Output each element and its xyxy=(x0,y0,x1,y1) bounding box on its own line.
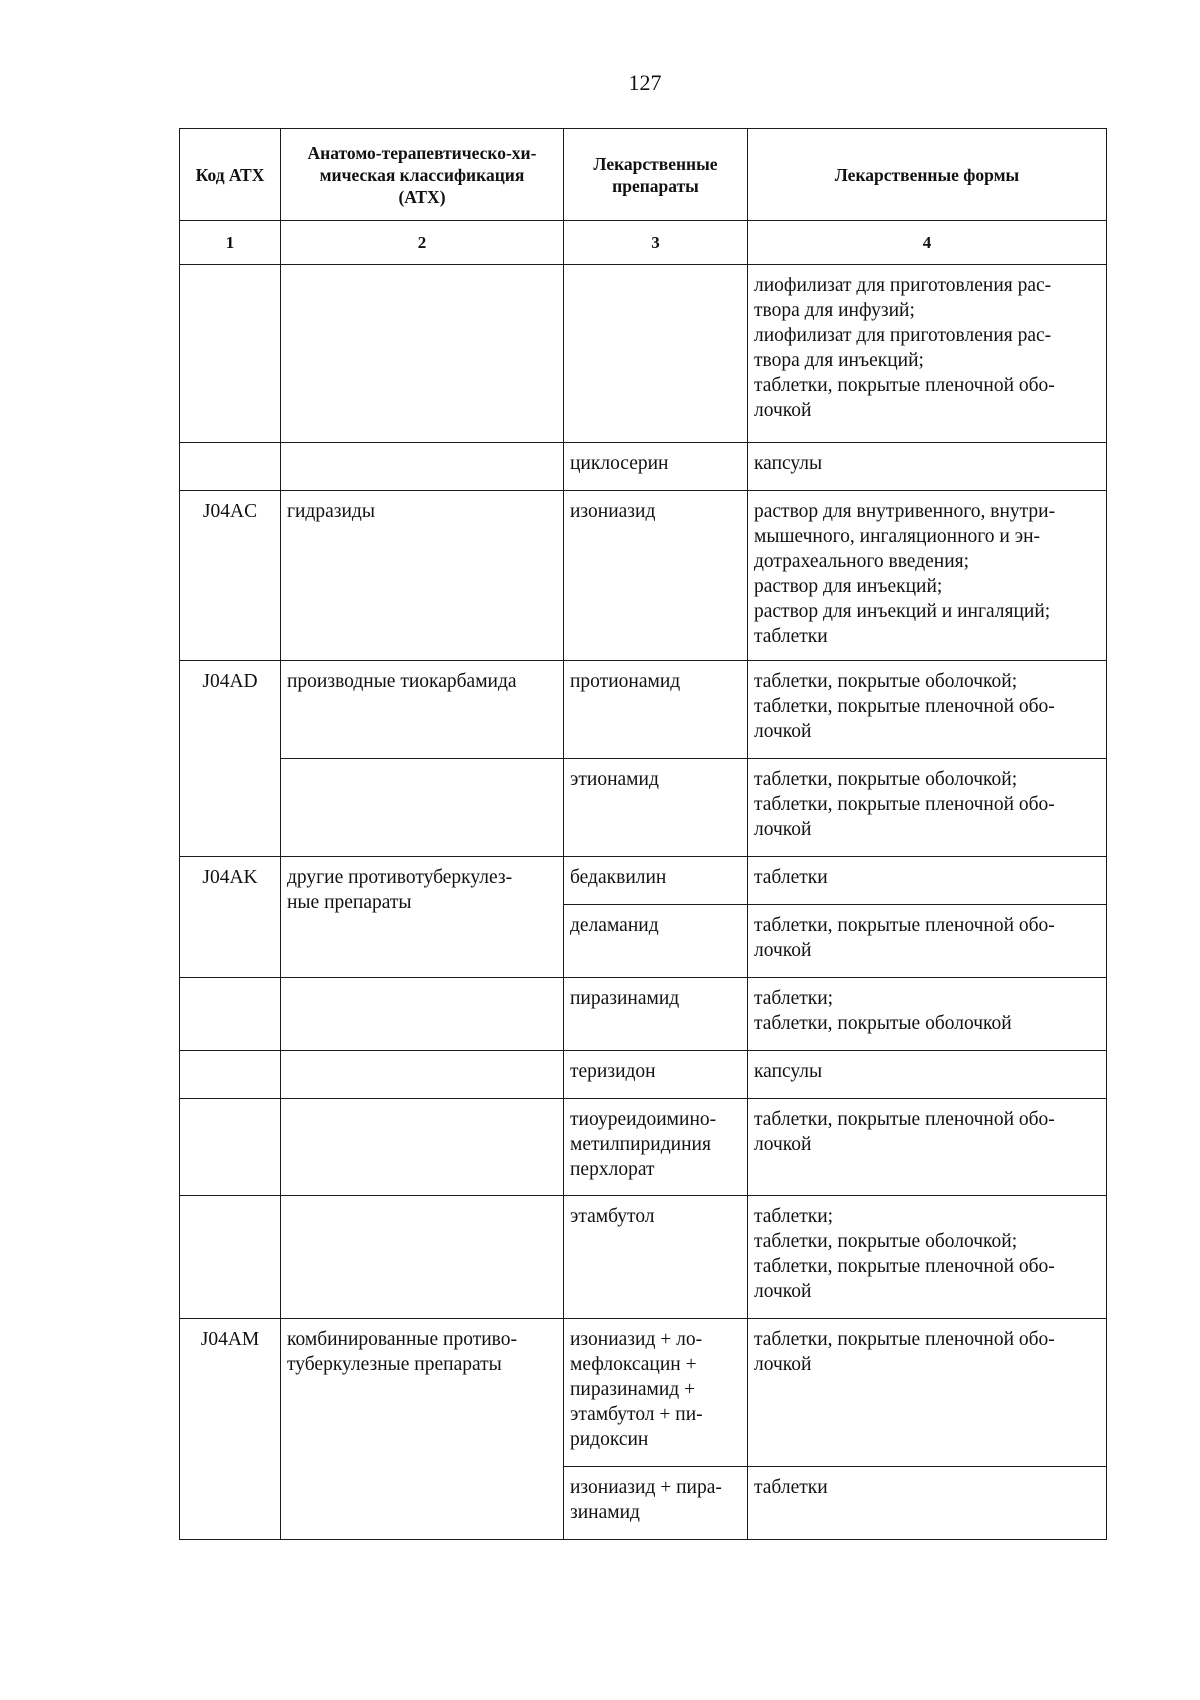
atx-code-cell: J04AC xyxy=(180,491,281,661)
table-row xyxy=(180,978,1107,1051)
drug-cell: бедаквилин xyxy=(564,857,748,905)
classification-cell xyxy=(281,443,564,491)
classification-cell xyxy=(281,1196,564,1319)
classification-cell xyxy=(281,759,564,857)
atx-code-cell xyxy=(180,265,281,443)
column-number: 3 xyxy=(564,221,748,265)
header-dosage-forms: Лекарственные формы xyxy=(748,129,1107,221)
drug-cell: изониазид + ло- мефлоксацин + пиразинамид + этамбутол + пи- ридоксин xyxy=(564,1319,748,1467)
drug-cell: циклосерин xyxy=(564,443,748,491)
drug-cell: изониазид + пира- зинамид xyxy=(564,1467,748,1540)
dosage-forms-cell: таблетки xyxy=(748,857,1107,905)
atx-code-cell xyxy=(180,1196,281,1319)
header-atx-classification: Анатомо-терапевтическо-хи- мическая классификация (АТХ) xyxy=(281,129,564,221)
dosage-forms-cell: таблетки, покрытые пленочной обо- лочкой xyxy=(748,1319,1107,1467)
drug-cell: этионамид xyxy=(564,759,748,857)
drug-cell: деламанид xyxy=(564,905,748,978)
classification-cell: производные тиокарбамида xyxy=(281,661,564,759)
atx-drug-table xyxy=(179,128,1107,1540)
atx-code-cell: J04AM xyxy=(180,1319,281,1540)
dosage-forms-cell: таблетки; таблетки, покрытые оболочкой; таблетки, покрытые пленочной обо- лочкой xyxy=(748,1196,1107,1319)
table-row xyxy=(180,1319,1107,1467)
dosage-forms-cell: таблетки; таблетки, покрытые оболочкой xyxy=(748,978,1107,1051)
dosage-forms-cell: раствор для внутривенного, внутри- мышечного, ингаляционного и эн- дотрахеального введения; раствор для инъекций; раствор для инъекций и ингаляций; таблетки xyxy=(748,491,1107,661)
classification-cell: другие противотуберкулез- ные препараты xyxy=(281,857,564,978)
drug-cell: пиразинамид xyxy=(564,978,748,1051)
dosage-forms-cell: капсулы xyxy=(748,443,1107,491)
dosage-forms-cell: капсулы xyxy=(748,1051,1107,1099)
drug-cell: тиоуреидоимино- метилпиридиния перхлорат xyxy=(564,1099,748,1196)
classification-cell xyxy=(281,978,564,1051)
dosage-forms-cell: таблетки, покрытые оболочкой; таблетки, покрытые пленочной обо- лочкой xyxy=(748,759,1107,857)
column-number: 1 xyxy=(180,221,281,265)
table-row xyxy=(180,759,1107,857)
table-row xyxy=(180,1099,1107,1196)
atx-code-cell xyxy=(180,1051,281,1099)
drug-cell: этамбутол xyxy=(564,1196,748,1319)
atx-code-cell xyxy=(180,1099,281,1196)
dosage-forms-cell: таблетки, покрытые оболочкой; таблетки, покрытые пленочной обо- лочкой xyxy=(748,661,1107,759)
header-drugs: Лекарственные препараты xyxy=(564,129,748,221)
classification-cell: гидразиды xyxy=(281,491,564,661)
page-number: 127 xyxy=(628,70,662,95)
classification-cell xyxy=(281,1099,564,1196)
classification-cell xyxy=(281,1051,564,1099)
table-row xyxy=(180,661,1107,759)
header-atx-code: Код АТХ xyxy=(180,129,281,221)
drug-cell: изониазид xyxy=(564,491,748,661)
dosage-forms-cell: лиофилизат для приготовления рас- твора для инфузий; лиофилизат для приготовления рас- твора для инъекций; таблетки, покрытые пленочной обо- лочкой xyxy=(748,265,1107,443)
table-row xyxy=(180,1051,1107,1099)
column-number: 2 xyxy=(281,221,564,265)
dosage-forms-cell: таблетки, покрытые пленочной обо- лочкой xyxy=(748,905,1107,978)
table-row xyxy=(180,857,1107,905)
table-row xyxy=(180,443,1107,491)
atx-code-cell: J04AK xyxy=(180,857,281,978)
dosage-forms-cell: таблетки, покрытые пленочной обо- лочкой xyxy=(748,1099,1107,1196)
classification-cell xyxy=(281,265,564,443)
table-row xyxy=(180,1196,1107,1319)
drug-cell: протионамид xyxy=(564,661,748,759)
drug-cell: теризидон xyxy=(564,1051,748,1099)
column-number-row xyxy=(180,221,1107,265)
table-header-row xyxy=(180,129,1107,221)
table-row xyxy=(180,491,1107,661)
dosage-forms-cell: таблетки xyxy=(748,1467,1107,1540)
column-number: 4 xyxy=(748,221,1107,265)
atx-code-cell: J04AD xyxy=(180,661,281,857)
table-row xyxy=(180,265,1107,443)
atx-code-cell xyxy=(180,443,281,491)
atx-code-cell xyxy=(180,978,281,1051)
classification-cell: комбинированные противо- туберкулезные препараты xyxy=(281,1319,564,1540)
drug-cell xyxy=(564,265,748,443)
